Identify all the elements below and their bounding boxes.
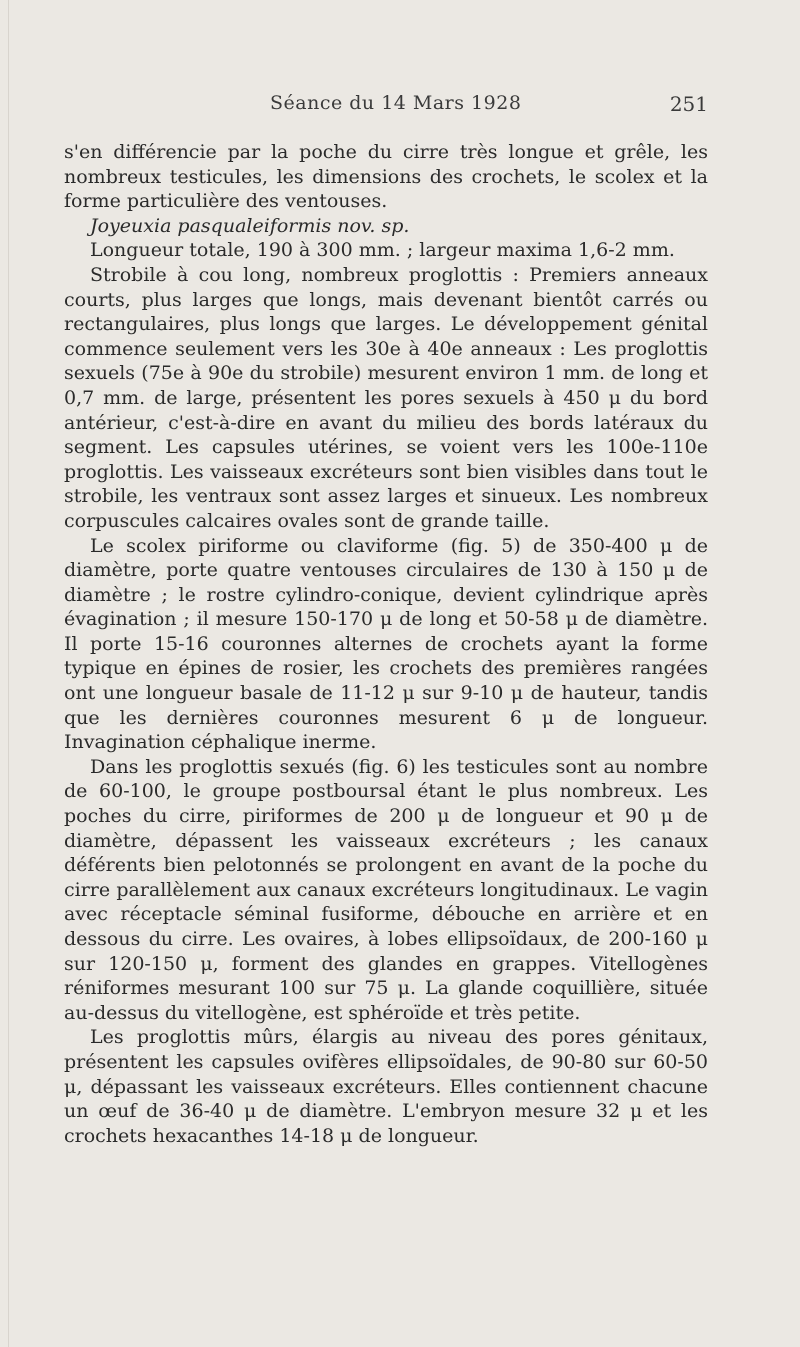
paragraph-proglottis-sexues: Dans les proglottis sexués (fig. 6) les testicules sont au nombre de 60-100, le groupe postboursal étant le plus nombreux. Les poches du cirre, piriformes de 200 μ de longueur et 90 μ de diamètre, dépassent les vaisseaux excréteurs ; les canaux déférents bien pelotonnés se prolongent en avant de la poche du cirre parallèlement aux canaux excréteurs longitudinaux. Le vagin avec réceptacle séminal fusiforme, débouche en arrière et en dessous du cirre. Les ovaires, à lobes ellipsoïdaux, de 200-160 μ sur 120-150 μ, forment des glandes en grappes. Vitellogènes réniformes mesurant 100 sur 75 μ. La glande coquillière, située au-dessus du vitellogène, est sphéroïde et très petite. [64,755,708,1024]
paragraph-dimensions: Longueur totale, 190 à 300 mm. ; largeur maxima 1,6-2 mm. [90,239,675,262]
page-number: 251 [669,92,708,116]
species-heading: Joyeuxia pasqualeiformis nov. sp. [90,214,410,237]
page-header [0,88,800,118]
body-text [64,140,708,1148]
page-edge-line [8,0,9,1347]
paragraph-continuation: s'en différencie par la poche du cirre très longue et grêle, les nombreux testicules, les dimensions des crochets, le scolex et la forme particulière des ventouses. [64,141,708,213]
paragraph-scolex: Le scolex piriforme ou claviforme (fig. 5) de 350-400 μ de diamètre, porte quatre ventouses circulaires de 130 à 150 μ de diamètre ; le rostre cylindro-conique, devient cylindrique après évagination ; il mesure 150-170 μ de long et 50-58 μ de diamètre. Il porte 15-16 couronnes alternes de crochets ayant la forme typique en épines de rosier, les crochets des premières rangées ont une longueur basale de 11-12 μ sur 9-10 μ de hauteur, tandis que les dernières couronnes mesurent 6 μ de longueur. Invagination céphalique inerme. [64,534,708,754]
paragraph-strobile: Strobile à cou long, nombreux proglottis : Premiers anneaux courts, plus larges que longs, mais devenant bientôt carrés ou rectangulaires, plus longs que larges. Le développement génital commence seulement vers les 30e à 40e anneaux : Les proglottis sexuels (75e à 90e du strobile) mesurent environ 1 mm. de long et 0,7 mm. de large, présentent les pores sexuels à 450 μ du bord antérieur, c'est-à-dire en avant du milieu des bords latéraux du segment. Les capsules utérines, se voient vers les 100e-110e proglottis. Les vaisseaux excréteurs sont bien visibles dans tout le strobile, les ventraux sont assez larges et sinueux. Les nombreux corpuscules calcaires ovales sont de grande taille. [64,263,708,532]
running-head: Séance du 14 Mars 1928 [270,92,522,114]
paragraph-proglottis-murs: Les proglottis mûrs, élargis au niveau des pores génitaux, présentent les capsules ovifères ellipsoïdales, de 90-80 sur 60-50 μ, dépassant les vaisseaux excréteurs. Elles contiennent chacune un œuf de 36-40 μ de diamètre. L'embryon mesure 32 μ et les crochets hexacanthes 14-18 μ de longueur. [64,1026,708,1147]
